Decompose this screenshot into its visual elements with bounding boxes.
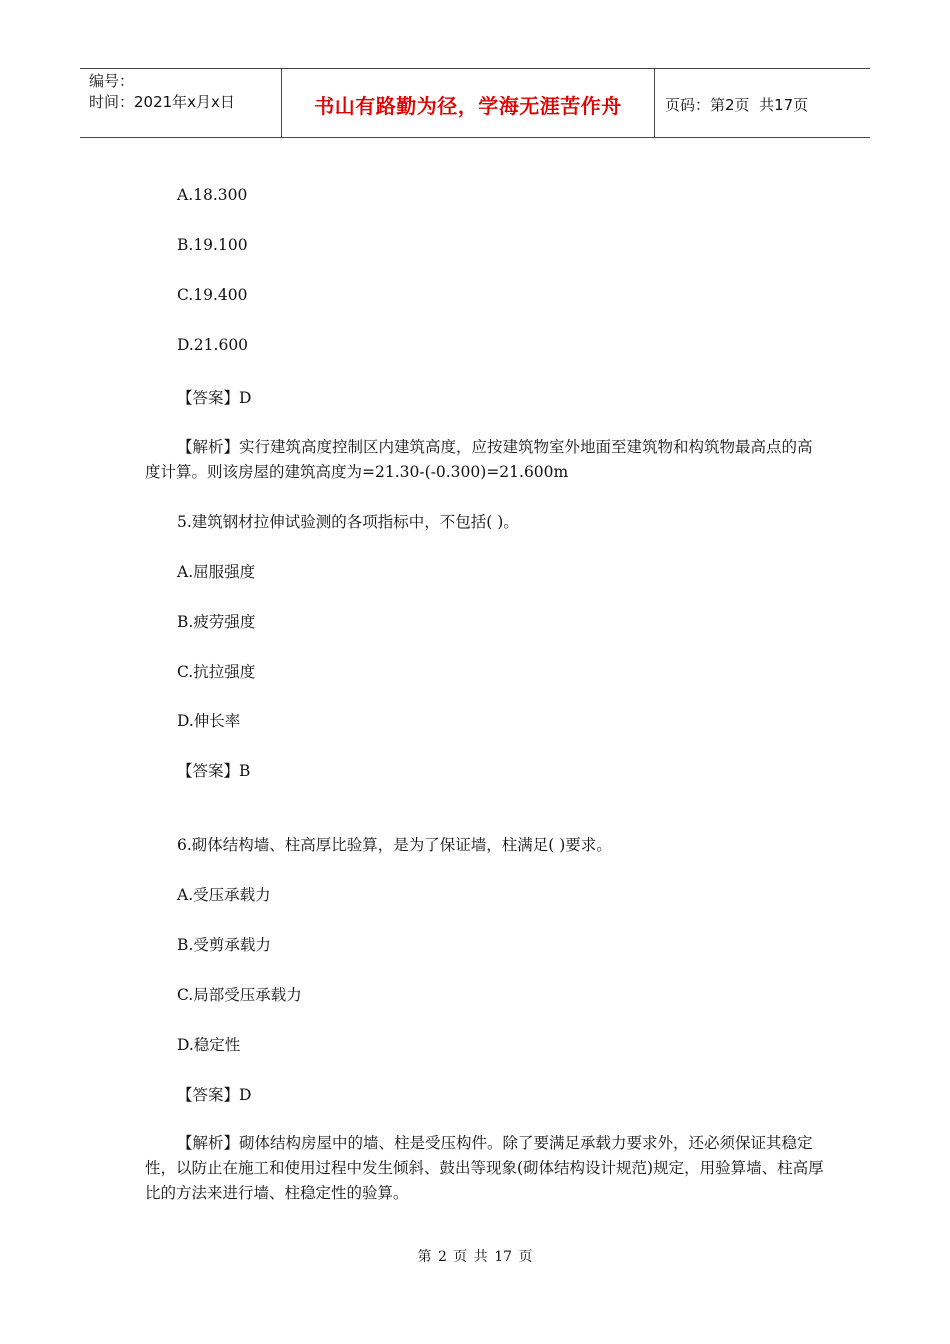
date-label: 时间：2021年x月x日 [89,93,235,111]
header-page-info [655,69,870,137]
q5-option-d: D.伸长率 [177,712,241,730]
q6-option-c: C.局部受压承载力 [177,986,302,1004]
q4-option-c: C.19.400 [177,286,248,304]
header-meta [80,69,282,137]
q4-option-b: B.19.100 [177,236,248,254]
number-label: 编号： [89,72,135,90]
q6-option-b: B.受剪承载力 [177,936,271,954]
q4-answer: 【答案】D [177,389,252,407]
page-info-text: 页码：第2页 共17页 [665,95,809,114]
page-footer: 第 2 页 共 17 页 [417,1249,533,1265]
q6-option-d: D.稳定性 [177,1036,241,1054]
q6-answer: 【答案】D [177,1086,252,1104]
q4-analysis: 【解析】实行建筑高度控制区内建筑高度，应按建筑物室外地面至建筑物和构筑物最高点的高度计算。则该房屋的建筑高度为=21.30-(-0.300)=21.600m [145,438,813,481]
header-motto: 书山有路勤为径，学海无涯苦作舟 [282,69,655,137]
page-header [80,68,870,138]
q6-option-a: A.受压承载力 [177,886,271,904]
q6-question: 6.砌体结构墙、柱高厚比验算，是为了保证墙，柱满足( )要求。 [177,836,612,854]
q6-analysis: 【解析】砌体结构房屋中的墙、柱是受压构件。除了要满足承载力要求外，还必须保证其稳定性，以防止在施工和使用过程中发生倾斜、鼓出等现象(砌体结构设计规范)规定，用验算墙、柱高厚比的方法来进行墙、柱稳定性的验算。 [145,1134,824,1202]
q5-answer: 【答案】B [177,762,251,780]
q5-option-b: B.疲劳强度 [177,613,256,631]
q5-option-c: C.抗拉强度 [177,663,256,681]
q4-option-d: D.21.600 [177,336,249,354]
q4-option-a: A.18.300 [177,186,248,204]
q5-option-a: A.屈服强度 [177,563,256,581]
q5-question: 5.建筑钢材拉伸试验测的各项指标中，不包括( )。 [177,513,519,531]
